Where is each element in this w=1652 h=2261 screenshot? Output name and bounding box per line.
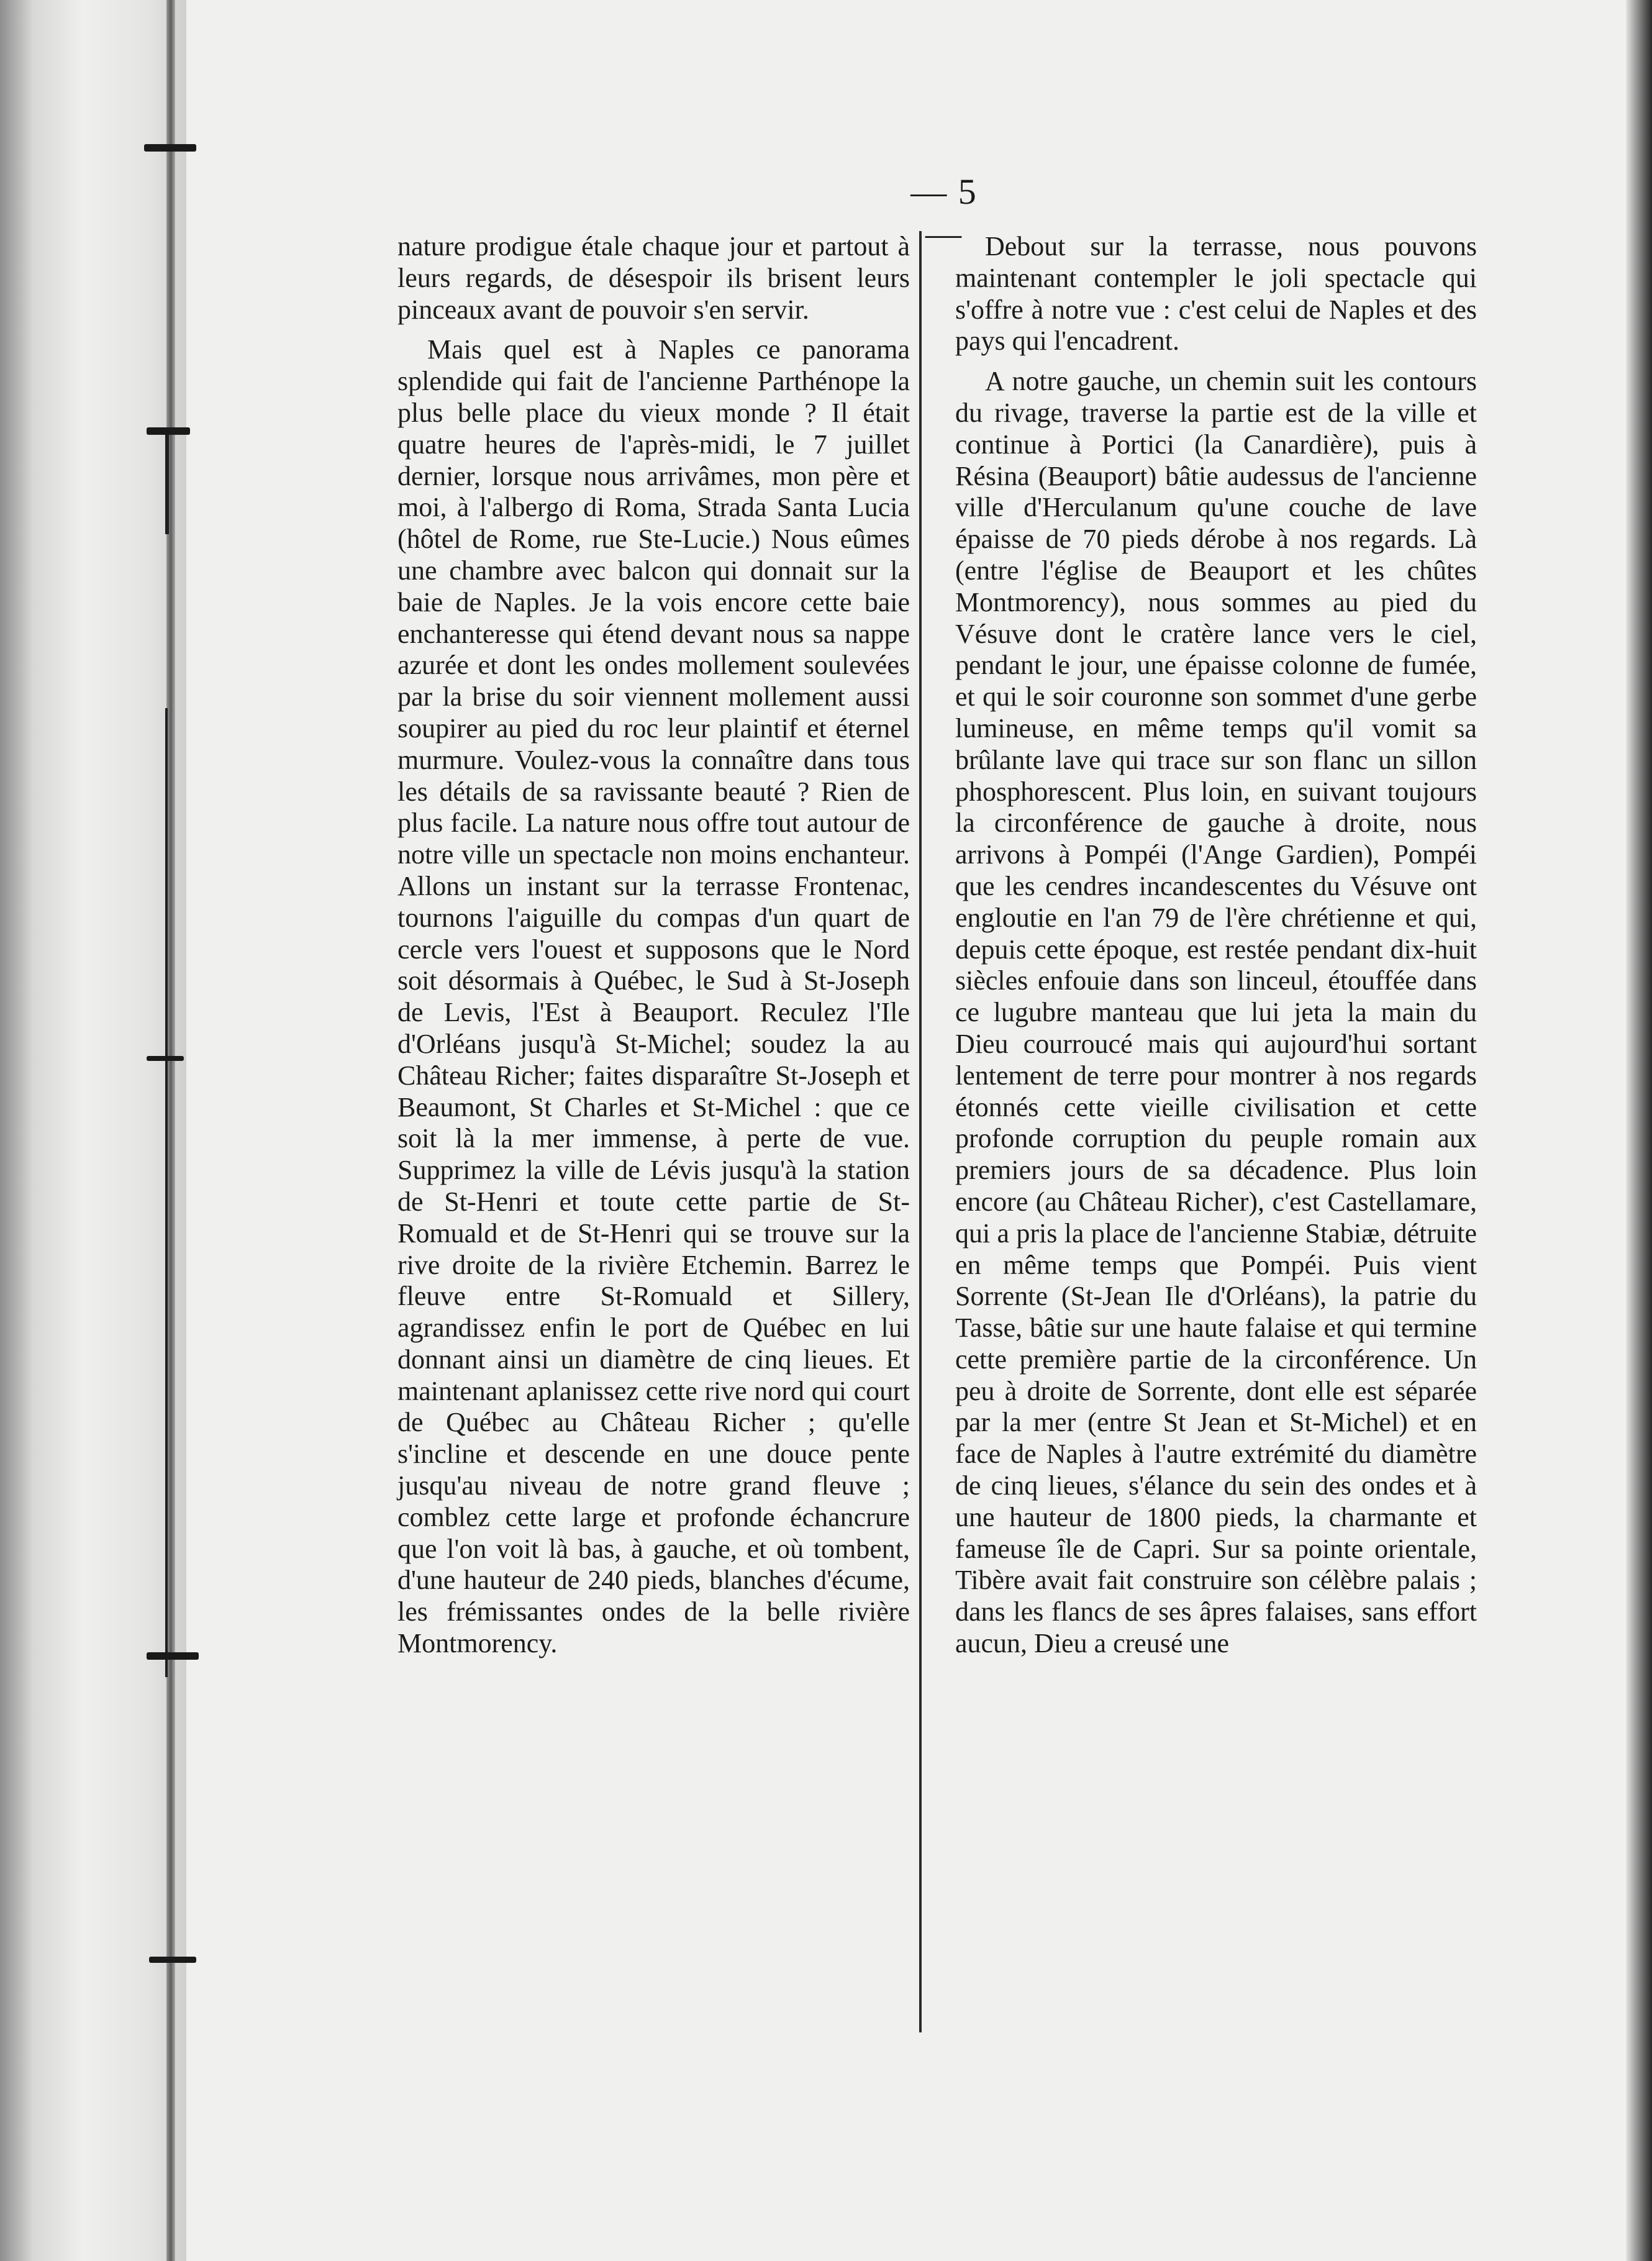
binding-stitch	[149, 1957, 196, 1963]
page-fold	[166, 0, 175, 2261]
text-column-left	[397, 231, 910, 1668]
binding-thread	[165, 435, 169, 534]
paragraph: Debout sur la terrasse, nous pouvons maintenant contempler le joli spectacle qui s'offre à notre vue : c'est celui de Naples et des pays qui l'encadrent.	[955, 231, 1477, 357]
text-column-right	[955, 231, 1477, 1668]
page-edge-shadow	[1626, 0, 1652, 2261]
binding-stitch	[144, 144, 196, 152]
binding-stitch	[147, 1056, 184, 1061]
binding-gutter	[0, 0, 186, 2261]
binding-thread	[165, 708, 168, 1677]
binding-stitch	[147, 427, 190, 435]
column-divider	[919, 231, 922, 2032]
binding-stitch	[147, 1652, 199, 1660]
paragraph: nature prodigue étale chaque jour et partout à leurs regards, de désespoir ils brisent leurs pinceaux avant de pouvoir s'en servir.	[397, 231, 910, 325]
page-number: — 5 —	[910, 171, 978, 253]
paragraph: A notre gauche, un chemin suit les contours du rivage, traverse la partie est de la ville et continue à Portici (la Canardière), puis à Résina (Beauport) bâtie audessus de l'ancienne ville d'Herculanum qu'une couche de lave épaisse de 70 pieds dérobe à nos regards. Là (entre l'église de Beauport et les chûtes Montmorency), nous sommes au pied du Vésuve dont le cratère lance vers le ciel, pendant le jour, une épaisse colonne de fumée, et qui le soir couronne son sommet d'une gerbe lumineuse, en même temps qu'il vomit sa brûlante lave qui trace sur son flanc un sillon phosphorescent. Plus loin, en suivant toujours la circonférence de gauche à droite, nous arrivons à Pompéi (l'Ange Gardien), Pompéi que les cendres incandescentes du Vésuve ont engloutie en l'an 79 de l'ère chrétienne et qui, depuis cette époque, est restée pendant dix-huit siècles enfouie dans son linceul, étouffée dans ce lugubre manteau que lui jeta la main du Dieu courroucé mais qui aujourd'hui sortant lentement de terre pour montrer à nos regards étonnés cette vieille civilisation et cette profonde corruption du peuple romain aux premiers jours de sa décadence. Plus loin encore (au Château Richer), c'est Castellamare, qui a pris la place de l'ancienne Stabiæ, détruite en même temps que Pompéi. Puis vient Sorrente (St-Jean Ile d'Orléans), la patrie du Tasse, bâtie sur une haute falaise et qui termine cette première partie de la circonférence. Un peu à droite de Sorrente, dont elle est séparée par la mer (entre St Jean et St-Michel) et en face de Naples à l'autre extrémité du diamètre de cinq lieues, s'élance du sein des ondes et à une hauteur de 1800 pieds, la charmante et fameuse île de Capri. Sur sa pointe orientale, Tibère avait fait construire son célèbre palais ; dans les flancs de ses âpres falaises, sans effort aucun, Dieu a creusé une	[955, 366, 1477, 1659]
paragraph: Mais quel est à Naples ce panorama splendide qui fait de l'ancienne Parthénope la plus belle place du vieux monde ? Il était quatre heures de l'après-midi, le 7 juillet dernier, lorsque nous arrivâmes, mon père et moi, à l'albergo di Roma, Strada Santa Lucia (hôtel de Rome, rue Ste-Lucie.) Nous eûmes une chambre avec balcon qui donnait sur la baie de Naples. Je la vois encore cette baie enchanteresse qui étend devant nous sa nappe azurée et dont les ondes mollement soulevées par la brise du soir viennent mollement aussi soupirer au pied du roc leur plaintif et éternel murmure. Voulez-vous la connaître dans tous les détails de sa ravissante beauté ? Rien de plus facile. La nature nous offre tout autour de notre ville un spectacle non moins enchanteur. Allons un instant sur la terrasse Frontenac, tournons l'aiguille du compas d'un quart de cercle vers l'ouest et supposons que le Nord soit désormais à Québec, le Sud à St-Joseph de Levis, l'Est à Beauport. Reculez l'Ile d'Orléans jusqu'à St-Michel; soudez la au Château Richer; faites disparaître St-Joseph et Beaumont, St Charles et St-Michel : que ce soit là la mer immense, à perte de vue. Supprimez la ville de Lévis jusqu'à la station de St-Henri et toute cette partie de St-Romuald et de St-Henri qui se trouve sur la rive droite de la rivière Etchemin. Barrez le fleuve entre St-Romuald et Sillery, agrandissez enfin le port de Québec en lui donnant ainsi un diamètre de cinq lieues. Et maintenant aplanissez cette rive nord qui court de Québec au Château Richer ; qu'elle s'incline et descende en une douce pente jusqu'au niveau de notre grand fleuve ; comblez cette large et profonde échancrure que l'on voit là bas, à gauche, et où tombent, d'une hauteur de 240 pieds, blanches d'écume, les frémissantes ondes de la belle rivière Montmorency.	[397, 334, 910, 1659]
